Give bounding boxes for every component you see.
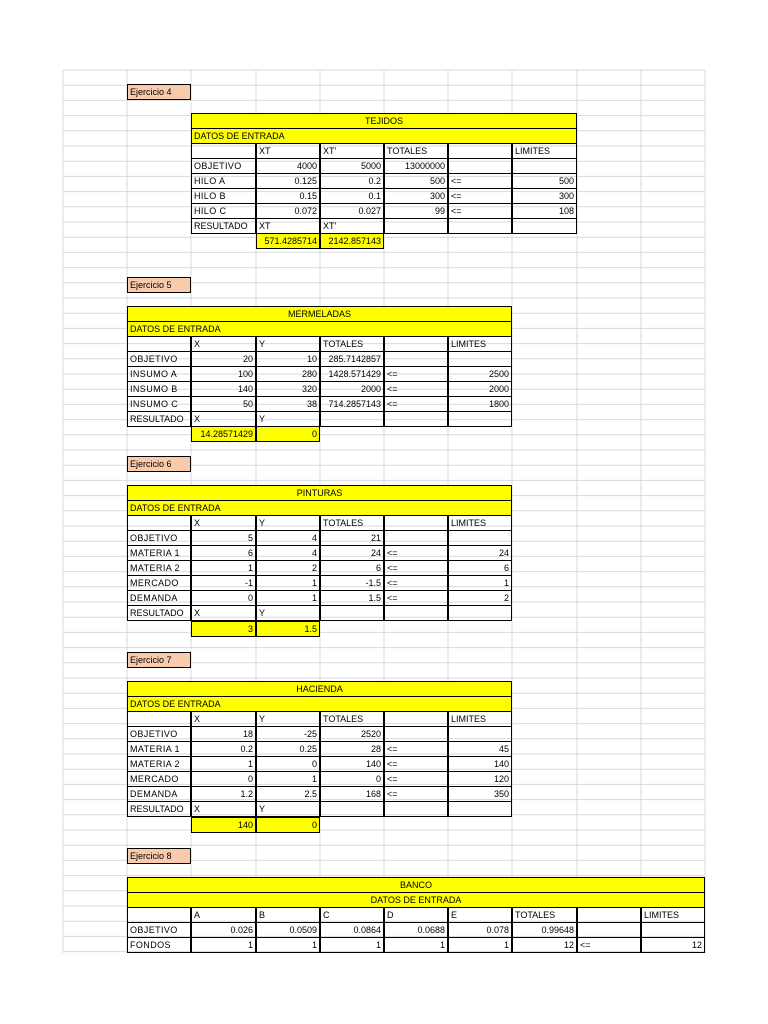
hacienda-header-op[interactable] [384,711,448,727]
pinturas-header-limites[interactable]: LIMITES [448,515,512,531]
table-cell[interactable]: 120 [448,771,512,787]
table-cell[interactable]: 0.1 [320,188,384,204]
table-cell[interactable] [384,726,448,742]
tejidos-result-xt[interactable]: 571.4285714 [256,233,320,249]
table-cell[interactable]: MATERIA 2 [127,756,191,772]
table-cell[interactable]: X [191,605,256,621]
tejidos-header-xt[interactable]: XT [256,143,320,159]
table-cell[interactable]: 1 [384,937,448,953]
table-cell[interactable]: RESULTADO [127,411,191,427]
hacienda-header-x[interactable]: X [191,711,256,727]
pinturas-header-blank[interactable] [127,515,191,531]
table-cell[interactable] [448,158,512,174]
hacienda-result-x[interactable]: 140 [191,817,256,833]
mermeladas-result-y[interactable]: 0 [256,426,320,442]
table-cell[interactable]: <= [448,188,512,204]
table-cell[interactable]: <= [384,560,448,576]
table-cell[interactable]: 0.0864 [320,922,384,938]
pinturas-result-y[interactable]: 1.5 [256,621,320,637]
table-cell[interactable]: <= [384,741,448,757]
pinturas-title[interactable]: PINTURAS [127,485,512,501]
tejidos-header-blank[interactable] [191,143,256,159]
table-cell[interactable]: 285.7142857 [320,351,384,367]
table-cell[interactable]: MERCADO [127,771,191,787]
table-cell[interactable]: HILO B [191,188,256,204]
hacienda-header-y[interactable]: Y [256,711,320,727]
table-cell[interactable]: 6 [191,545,256,561]
banco-header-e[interactable]: E [448,907,512,923]
table-cell[interactable]: 0.0509 [256,922,320,938]
table-cell[interactable]: 1 [191,937,256,953]
table-cell[interactable] [384,411,448,427]
hacienda-header-limites[interactable]: LIMITES [448,711,512,727]
table-cell[interactable]: XT [256,218,320,234]
table-cell[interactable]: 6 [448,560,512,576]
table-cell[interactable]: 1 [191,560,256,576]
table-cell[interactable]: 280 [256,366,320,382]
table-cell[interactable] [512,158,577,174]
table-cell[interactable]: 28 [320,741,384,757]
table-cell[interactable]: 1428.571429 [320,366,384,382]
table-cell[interactable]: 12 [641,937,705,953]
table-cell[interactable]: 0 [256,756,320,772]
table-cell[interactable]: INSUMO A [127,366,191,382]
table-cell[interactable]: <= [384,545,448,561]
table-cell[interactable]: <= [384,771,448,787]
table-cell[interactable]: 13000000 [384,158,448,174]
table-cell[interactable]: 1.2 [191,786,256,802]
mermeladas-header-totales[interactable]: TOTALES [320,336,384,352]
table-cell[interactable]: Y [256,605,320,621]
table-cell[interactable]: 21 [320,530,384,546]
table-cell[interactable]: RESULTADO [127,605,191,621]
table-cell[interactable] [384,605,448,621]
table-cell[interactable]: 320 [256,381,320,397]
table-cell[interactable]: 24 [320,545,384,561]
ejercicio-6-label[interactable]: Ejercicio 6 [127,456,191,472]
table-cell[interactable]: MATERIA 2 [127,560,191,576]
tejidos-header-xt-prime[interactable]: XT' [320,143,384,159]
table-cell[interactable]: 0 [191,590,256,606]
table-cell[interactable]: Y [256,801,320,817]
table-cell[interactable]: 5000 [320,158,384,174]
banco-header-totales[interactable]: TOTALES [512,907,577,923]
table-cell[interactable]: INSUMO B [127,381,191,397]
hacienda-title[interactable]: HACIENDA [127,681,512,697]
table-cell[interactable]: INSUMO C [127,396,191,412]
table-cell[interactable]: 10 [256,351,320,367]
table-cell[interactable]: HILO C [191,203,256,219]
table-cell[interactable] [448,351,512,367]
ejercicio-7-label[interactable]: Ejercicio 7 [127,652,191,668]
mermeladas-header-y[interactable]: Y [256,336,320,352]
hacienda-header-blank[interactable] [127,711,191,727]
table-cell[interactable]: 0 [320,771,384,787]
table-cell[interactable]: 5 [191,530,256,546]
table-cell[interactable]: 0.125 [256,173,320,189]
table-cell[interactable]: 45 [448,741,512,757]
table-cell[interactable]: 0.2 [191,741,256,757]
table-cell[interactable]: 24 [448,545,512,561]
banco-header-op[interactable] [577,907,641,923]
table-cell[interactable] [320,605,384,621]
table-cell[interactable]: 38 [256,396,320,412]
table-cell[interactable]: <= [384,590,448,606]
banco-header-c[interactable]: C [320,907,384,923]
table-cell[interactable]: 0.25 [256,741,320,757]
table-cell[interactable]: 0 [191,771,256,787]
banco-header-limites[interactable]: LIMITES [641,907,705,923]
table-cell[interactable]: <= [577,937,641,953]
table-cell[interactable] [512,218,577,234]
table-cell[interactable]: 1800 [448,396,512,412]
table-cell[interactable]: 140 [448,756,512,772]
table-cell[interactable]: OBJETIVO [127,726,191,742]
table-cell[interactable]: 500 [384,173,448,189]
table-cell[interactable]: 0.2 [320,173,384,189]
mermeladas-header-op[interactable] [384,336,448,352]
ejercicio-5-label[interactable]: Ejercicio 5 [127,277,191,293]
table-cell[interactable]: OBJETIVO [127,922,191,938]
table-cell[interactable]: 0.99648 [512,922,577,938]
table-cell[interactable]: 2 [256,560,320,576]
table-cell[interactable]: -1 [191,575,256,591]
pinturas-header-totales[interactable]: TOTALES [320,515,384,531]
mermeladas-header-x[interactable]: X [191,336,256,352]
table-cell[interactable]: MATERIA 1 [127,741,191,757]
table-cell[interactable]: 2 [448,590,512,606]
pinturas-result-x[interactable]: 3 [191,621,256,637]
table-cell[interactable]: 714.2857143 [320,396,384,412]
table-cell[interactable]: <= [384,786,448,802]
table-cell[interactable]: 1 [320,937,384,953]
table-cell[interactable] [641,922,705,938]
table-cell[interactable]: 140 [191,381,256,397]
table-cell[interactable] [384,801,448,817]
tejidos-result-xt-prime[interactable]: 2142.857143 [320,233,384,249]
table-cell[interactable]: 350 [448,786,512,802]
table-cell[interactable]: <= [384,396,448,412]
pinturas-header-x[interactable]: X [191,515,256,531]
table-cell[interactable]: OBJETIVO [127,530,191,546]
table-cell[interactable]: Y [256,411,320,427]
pinturas-header-op[interactable] [384,515,448,531]
tejidos-subtitle[interactable]: DATOS DE ENTRADA [191,128,577,144]
table-cell[interactable]: <= [448,203,512,219]
hacienda-result-y[interactable]: 0 [256,817,320,833]
table-cell[interactable] [448,530,512,546]
table-cell[interactable]: OBJETIVO [127,351,191,367]
table-cell[interactable]: 300 [384,188,448,204]
table-cell[interactable]: -25 [256,726,320,742]
table-cell[interactable]: 2.5 [256,786,320,802]
table-cell[interactable]: HILO A [191,173,256,189]
hacienda-subtitle[interactable]: DATOS DE ENTRADA [127,696,512,712]
table-cell[interactable]: XT' [320,218,384,234]
table-cell[interactable]: 140 [320,756,384,772]
banco-title[interactable]: BANCO [127,877,705,893]
table-cell[interactable] [448,218,512,234]
table-cell[interactable]: 1 [256,590,320,606]
table-cell[interactable]: 18 [191,726,256,742]
banco-header-blank[interactable] [127,907,191,923]
table-cell[interactable]: 0.072 [256,203,320,219]
banco-subtitle[interactable]: DATOS DE ENTRADA [127,892,705,908]
table-cell[interactable]: X [191,411,256,427]
table-cell[interactable]: <= [448,173,512,189]
table-cell[interactable]: 0.0688 [384,922,448,938]
tejidos-title[interactable]: TEJIDOS [191,113,577,129]
table-cell[interactable]: 168 [320,786,384,802]
table-cell[interactable]: 108 [512,203,577,219]
hacienda-header-totales[interactable]: TOTALES [320,711,384,727]
ejercicio-8-label[interactable]: Ejercicio 8 [127,848,191,864]
pinturas-header-y[interactable]: Y [256,515,320,531]
table-cell[interactable] [384,218,448,234]
table-cell[interactable]: RESULTADO [127,801,191,817]
table-cell[interactable]: 1 [256,771,320,787]
table-cell[interactable]: 12 [512,937,577,953]
table-cell[interactable]: DEMANDA [127,786,191,802]
table-cell[interactable]: 500 [512,173,577,189]
table-cell[interactable]: <= [384,575,448,591]
ejercicio-4-label[interactable]: Ejercicio 4 [127,84,191,100]
table-cell[interactable] [448,801,512,817]
table-cell[interactable]: 0.027 [320,203,384,219]
mermeladas-result-x[interactable]: 14.28571429 [191,426,256,442]
table-cell[interactable]: MATERIA 1 [127,545,191,561]
table-cell[interactable]: 0.026 [191,922,256,938]
table-cell[interactable]: X [191,801,256,817]
table-cell[interactable] [577,922,641,938]
table-cell[interactable] [448,605,512,621]
table-cell[interactable] [384,530,448,546]
table-cell[interactable]: 4 [256,545,320,561]
table-cell[interactable]: 50 [191,396,256,412]
table-cell[interactable]: RESULTADO [191,218,256,234]
table-cell[interactable]: <= [384,381,448,397]
mermeladas-title[interactable]: MERMELADAS [127,306,512,322]
table-cell[interactable]: 2000 [320,381,384,397]
banco-header-b[interactable]: B [256,907,320,923]
table-cell[interactable]: 2500 [448,366,512,382]
mermeladas-header-limites[interactable]: LIMITES [448,336,512,352]
table-cell[interactable]: -1.5 [320,575,384,591]
table-cell[interactable]: 100 [191,366,256,382]
table-cell[interactable]: FONDOS [127,937,191,953]
table-cell[interactable]: 1 [191,756,256,772]
table-cell[interactable]: 1 [448,937,512,953]
table-cell[interactable]: 20 [191,351,256,367]
table-cell[interactable]: 4000 [256,158,320,174]
table-cell[interactable]: <= [384,756,448,772]
table-cell[interactable]: MERCADO [127,575,191,591]
tejidos-header-op[interactable] [448,143,512,159]
pinturas-subtitle[interactable]: DATOS DE ENTRADA [127,500,512,516]
table-cell[interactable]: 1 [256,937,320,953]
table-cell[interactable]: 300 [512,188,577,204]
banco-header-a[interactable]: A [191,907,256,923]
table-cell[interactable]: 1 [256,575,320,591]
table-cell[interactable] [320,801,384,817]
table-cell[interactable]: 0.15 [256,188,320,204]
table-cell[interactable]: 99 [384,203,448,219]
mermeladas-header-blank[interactable] [127,336,191,352]
table-cell[interactable]: 1 [448,575,512,591]
table-cell[interactable]: 1.5 [320,590,384,606]
tejidos-header-limites[interactable]: LIMITES [512,143,577,159]
table-cell[interactable]: 0.078 [448,922,512,938]
banco-header-d[interactable]: D [384,907,448,923]
table-cell[interactable]: 2520 [320,726,384,742]
table-cell[interactable]: 6 [320,560,384,576]
table-cell[interactable]: OBJETIVO [191,158,256,174]
table-cell[interactable]: 2000 [448,381,512,397]
table-cell[interactable] [384,351,448,367]
tejidos-header-totales[interactable]: TOTALES [384,143,448,159]
table-cell[interactable]: <= [384,366,448,382]
table-cell[interactable]: DEMANDA [127,590,191,606]
table-cell[interactable] [448,411,512,427]
table-cell[interactable] [448,726,512,742]
table-cell[interactable] [320,411,384,427]
mermeladas-subtitle[interactable]: DATOS DE ENTRADA [127,321,512,337]
table-cell[interactable]: 4 [256,530,320,546]
